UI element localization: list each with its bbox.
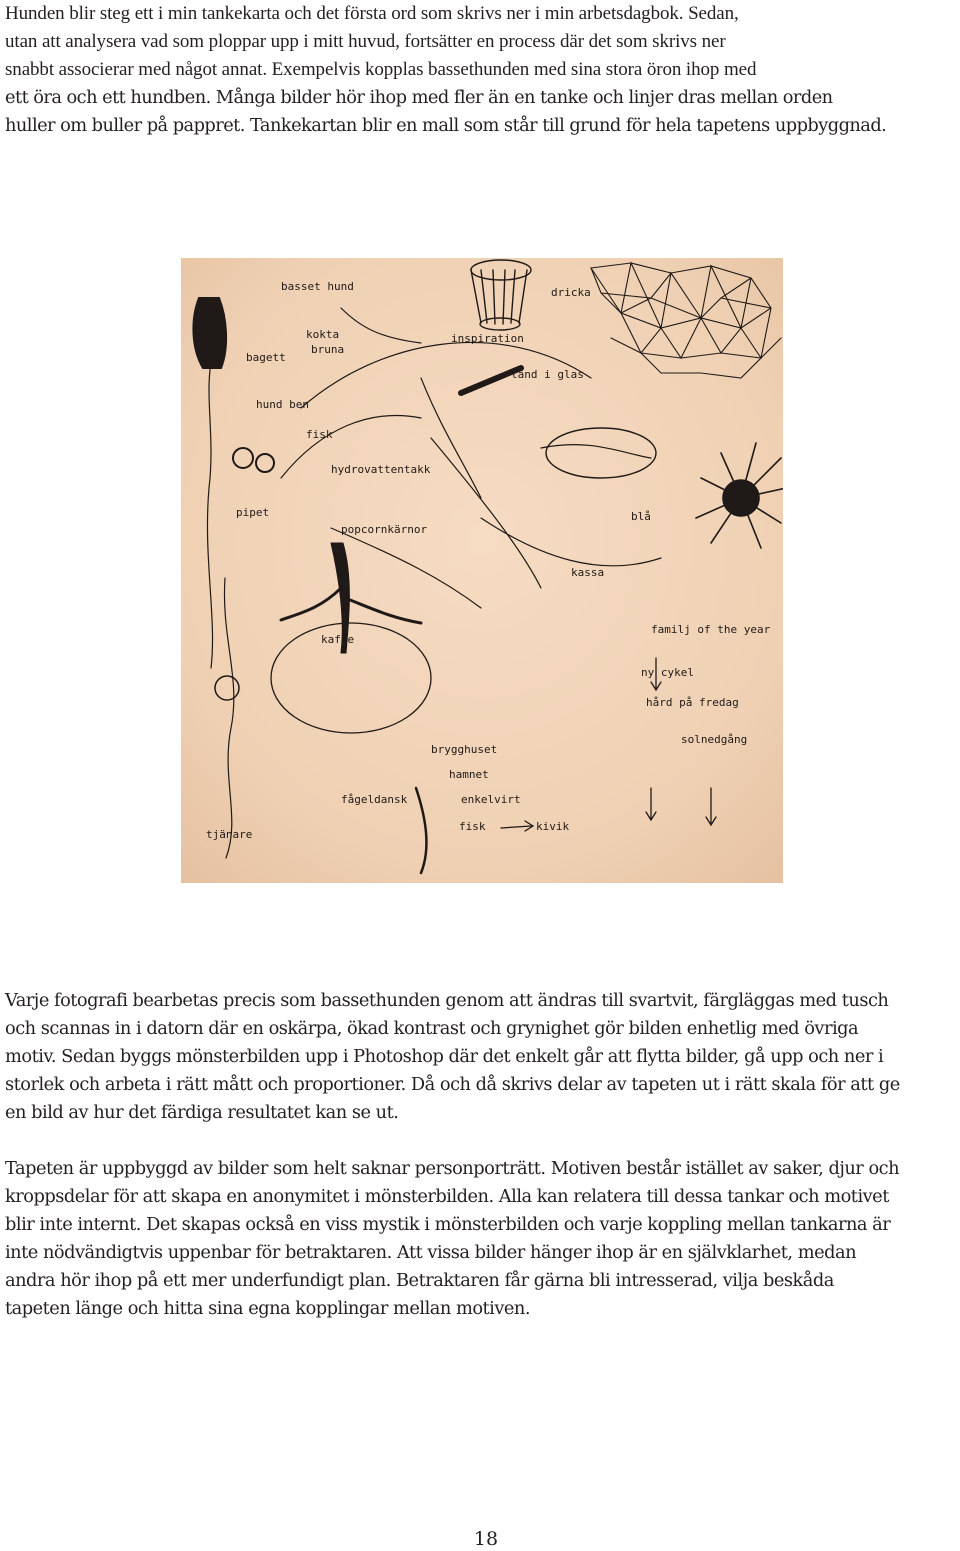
mindmap-word: tänd i glas	[511, 368, 584, 381]
mindmap-word: kivik	[536, 820, 570, 833]
anonymity-line: kroppsdelar för att skapa en anonymitet i mönsterbilden. Alla kan relatera till dessa tankar och motivet	[5, 1186, 889, 1207]
mindmap-drawing	[181, 258, 783, 883]
mindmap-word: kaffe	[321, 633, 355, 646]
mindmap-word: fisk	[459, 820, 486, 833]
process-line: motiv. Sedan byggs mönsterbilden upp i Photoshop där det enkelt går att flytta bilder, gå upp och ner i	[5, 1046, 884, 1067]
mindmap-word: popcornkärnor	[341, 523, 428, 536]
mindmap-word: hamnet	[449, 768, 489, 781]
process-line: och scannas in i datorn där en oskärpa, ökad kontrast och grynighet gör bilden enhetlig med övriga	[5, 1018, 859, 1039]
mindmap-word: fågeldansk	[341, 793, 408, 806]
mindmap-word: pipet	[236, 506, 270, 519]
mindmap-word: bagett	[246, 351, 286, 364]
intro-paragraph	[5, 0, 957, 140]
mindmap-word: enkelvirt	[461, 793, 521, 806]
page-number: 18	[473, 1528, 499, 1550]
anonymity-line: inte nödvändigtvis uppenbar för betraktaren. Att vissa bilder hänger ihop är en självklarhet, medan	[5, 1242, 857, 1263]
mindmap-word: hydrovattentakk	[331, 463, 431, 476]
mindmap-word: fisk	[306, 428, 333, 441]
intro-line: huller om buller på pappret. Tankekartan blir en mall som står till grund för hela tapetens uppbyggnad.	[5, 115, 887, 136]
process-line: en bild av hur det färdiga resultatet kan se ut.	[5, 1102, 399, 1123]
mindmap-word: inspiration	[451, 332, 524, 345]
mindmap-word: dricka	[551, 286, 591, 299]
intro-line: snabbt associerar med något annat. Exempelvis kopplas bassethunden med sina stora öron ihop med	[5, 59, 757, 80]
anonymity-line: tapeten länge och hitta sina egna kopplingar mellan motiven.	[5, 1298, 531, 1319]
process-line: storlek och arbeta i rätt mått och proportioner. Då och då skrivs delar av tapeten ut i rätt skala för att ge	[5, 1074, 900, 1095]
intro-line: Hunden blir steg ett i min tankekarta och det första ord som skrivs ner i min arbetsdagbok. Sedan,	[5, 3, 739, 24]
anonymity-line: Tapeten är uppbyggd av bilder som helt saknar personporträtt. Motiven består istället av saker, djur och	[5, 1158, 900, 1179]
mindmap-word: kassa	[571, 566, 605, 579]
mindmap-word: kokta	[306, 328, 340, 341]
mindmap-word: brygghuset	[431, 743, 498, 756]
mindmap-word: solnedgång	[681, 733, 748, 746]
mindmap-word: familj of the year	[651, 623, 771, 636]
anonymity-paragraph	[5, 1155, 957, 1323]
mindmap-word: tjänare	[206, 828, 253, 841]
mindmap-word: hund ben	[256, 398, 309, 411]
mindmap-word: basset hund	[281, 280, 354, 293]
mindmap-word: blå	[631, 510, 651, 523]
process-line: Varje fotografi bearbetas precis som bassethunden genom att ändras till svartvit, färgläggas med tusch	[5, 990, 889, 1011]
mindmap-word: ny cykel	[641, 666, 694, 679]
mindmap-photo	[181, 258, 783, 883]
mindmap-word: bruna	[311, 343, 345, 356]
anonymity-line: blir inte internt. Det skapas också en viss mystik i mönsterbilden och varje koppling mellan tankarna är	[5, 1214, 891, 1235]
process-paragraph	[5, 987, 957, 1127]
intro-line: ett öra och ett hundben. Många bilder hör ihop med fler än en tanke och linjer dras mellan orden	[5, 87, 833, 108]
mindmap-word: hård på fredag	[646, 696, 739, 709]
intro-line: utan att analysera vad som ploppar upp i mitt huvud, fortsätter en process där det som skrivs ner	[5, 31, 726, 52]
anonymity-line: andra hör ihop på ett mer underfundigt plan. Betraktaren får gärna bli intresserad, vilja beskåda	[5, 1270, 834, 1291]
